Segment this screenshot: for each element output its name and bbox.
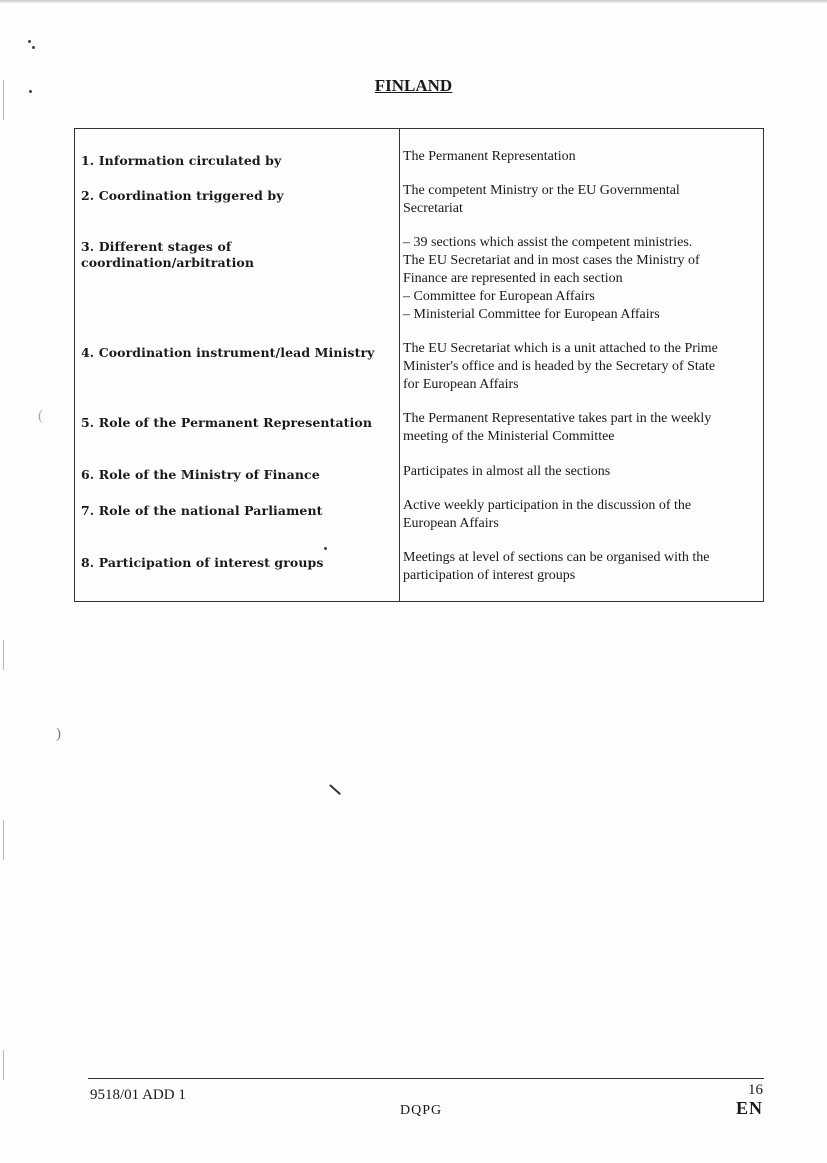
page-title: FINLAND [374,76,453,95]
row-value-7 [403,497,758,533]
value-line: – Committee for European Affairs [403,289,595,304]
value-line: for European Affairs [403,377,519,392]
scan-speck [28,40,31,43]
department-code: DQPG [400,1103,443,1116]
value-line: Participates in almost all the sections [403,464,611,479]
row-label-5: 5. Role of the Permanent Representation [81,415,373,430]
value-line: The EU Secretariat and in most cases the Ministry of [403,253,700,268]
value-line: Active weekly participation in the discussion of the [403,498,692,513]
row-value-6 [403,463,758,481]
value-line: Secretariat [403,201,463,216]
scan-artifact: ) [56,726,61,742]
row-label-6: 6. Role of the Ministry of Finance [81,467,320,482]
value-line: participation of interest groups [403,568,576,583]
row-label-8: 8. Participation of interest groups [81,555,324,570]
row-label-1: 1. Information circulated by [81,153,282,168]
value-line: The EU Secretariat which is a unit attached to the Prime [403,341,718,356]
row-label-4: 4. Coordination instrument/lead Ministry [81,345,375,360]
column-divider [399,129,400,601]
value-line: The Permanent Representation [403,149,576,164]
row-value-2 [403,182,758,218]
row-label-7: 7. Role of the national Parliament [81,503,323,518]
language-code: EN [735,1098,763,1115]
scan-edge-mark [3,820,4,860]
value-line: Finance are represented in each section [403,271,623,286]
value-line: The Permanent Representative takes part in the weekly [403,411,712,426]
row-label-3: 3. Different stages of coordination/arbitration [81,239,255,270]
scan-edge-mark [3,1050,4,1080]
row-value-1 [403,148,758,166]
value-line: European Affairs [403,516,499,531]
scan-edge [0,0,827,3]
page-number: 16 [748,1082,763,1098]
coordination-table [74,128,764,602]
value-line: – 39 sections which assist the competent ministries. [403,235,693,250]
footer-rule [88,1078,764,1079]
row-value-5 [403,410,758,446]
scan-speck [32,46,35,49]
value-line: – Ministerial Committee for European Affairs [403,307,660,322]
row-value-3 [403,234,758,324]
document-reference: 9518/01 ADD 1 [90,1087,186,1103]
value-line: The competent Ministry or the EU Governmental [403,183,680,198]
row-value-8 [403,549,758,585]
scan-edge-mark [3,640,4,670]
value-line: meeting of the Ministerial Committee [403,429,615,444]
scan-stroke [329,784,340,794]
row-value-4 [403,340,758,394]
value-line: Minister's office and is headed by the Secretary of State [403,359,716,374]
scan-artifact: ( [38,408,43,424]
row-label-2: 2. Coordination triggered by [81,188,284,203]
value-line: Meetings at level of sections can be organised with the [403,550,710,565]
